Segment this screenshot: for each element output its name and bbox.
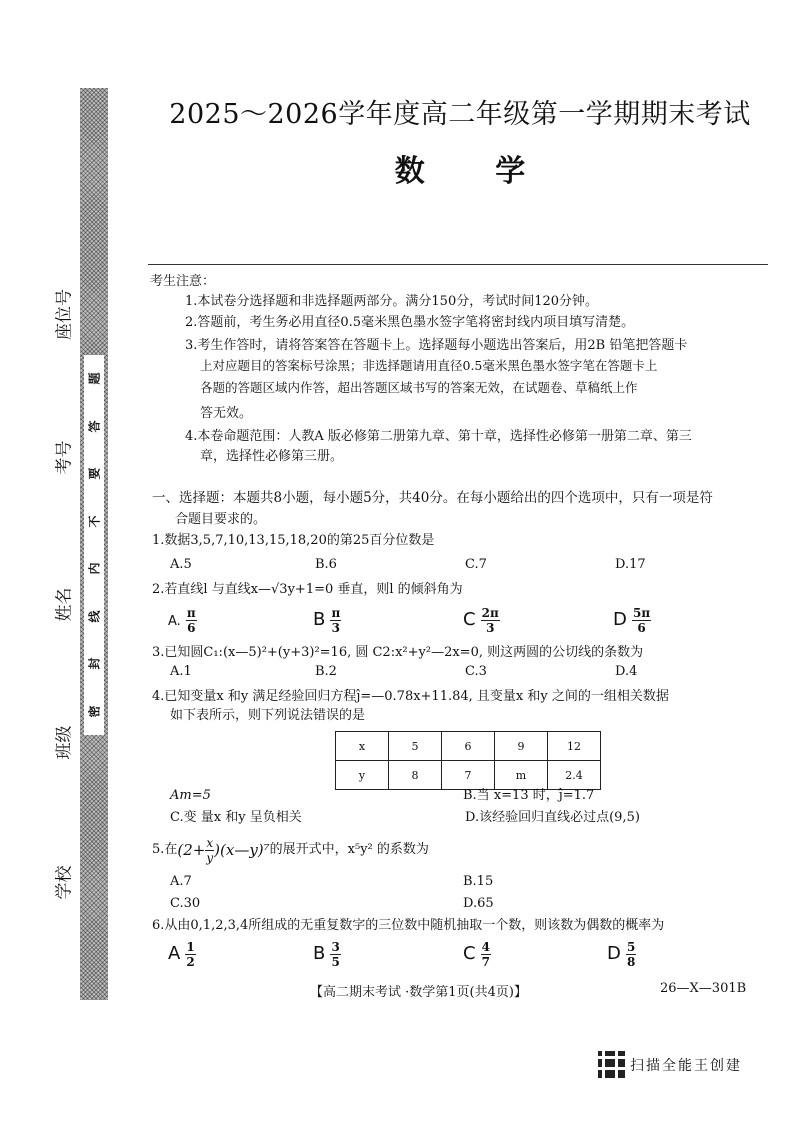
numerator: 2π (481, 606, 499, 620)
notice-item: 2.答题前，考生务必用直径0.5毫米黑色墨水签字笔将密封线内项目填写清楚。 (185, 315, 635, 330)
option-letter: C (463, 943, 476, 964)
table-cell: m (495, 761, 548, 790)
denominator: y (206, 850, 214, 865)
paper-code: 26—X—301B (660, 981, 747, 996)
numerator: x (206, 835, 214, 850)
denominator: 3 (486, 621, 495, 635)
notice-heading: 考生注意： (150, 274, 216, 289)
page-footer: 【高二期末考试 ·数学第1页(共4页)】 (310, 985, 527, 1000)
q3-option-d: D.4 (615, 664, 638, 679)
q6-option-d (607, 940, 636, 969)
exam-title: 2025～2026学年度高二年级第一学期期末考试 (169, 99, 751, 130)
option-letter: C (463, 609, 476, 630)
table-cell: 2.4 (548, 761, 601, 790)
denominator: 8 (626, 955, 636, 969)
option-letter: D (613, 609, 627, 630)
numerator: 3 (331, 940, 340, 954)
seal-char: 线 (87, 610, 102, 623)
seal-char: 密 (87, 705, 102, 718)
seal-char: 答 (87, 420, 102, 433)
option-letter: D (607, 943, 621, 964)
q1-option-d: D.17 (615, 557, 646, 572)
fraction (186, 606, 197, 635)
header-divider (148, 264, 768, 265)
table-cell: x (336, 732, 389, 761)
notice-item: 1.本试卷分选择题和非选择题两部分。满分150分，考试时间120分钟。 (185, 294, 599, 309)
table-cell: 9 (495, 732, 548, 761)
question-1-stem: 1.数据3,5,7,10,13,15,18,20的第25百分位数是 (152, 533, 435, 548)
q4-option-b: B.当 x=13 时，ĵ=1.7 (463, 788, 595, 803)
question-3-stem: 3.已知圆C₁:(x—5)²+(y+3)²=16, 圆 C2:x²+y²—2x=0, 则这两圆的公切线的条数为 (152, 645, 644, 660)
seal-char: 不 (87, 515, 102, 528)
seal-char: 题 (87, 372, 102, 385)
q5-expr-a: (2+ (177, 841, 206, 859)
data-table (335, 731, 601, 790)
exam-number-label: 考号 (54, 440, 75, 475)
table-row (336, 732, 601, 761)
question-2-stem: 2.若直线l 与直线x—√3y+1=0 垂直，则l 的倾斜角为 (152, 582, 463, 597)
q6-option-c (463, 940, 491, 969)
seat-number-label: 座位号 (54, 289, 75, 340)
denominator: 7 (481, 955, 491, 969)
denominator: 3 (331, 621, 341, 635)
numerator: 5 (626, 940, 636, 954)
q5-option-b: B.15 (463, 874, 494, 889)
table-cell: 5 (389, 732, 442, 761)
q4-option-d: D.该经验回归直线必过点(9,5) (465, 810, 640, 825)
table-cell: 6 (442, 732, 495, 761)
question-4-stem-cont: 如下表所示，则下列说法错误的是 (170, 708, 366, 723)
seal-char: 封 (87, 657, 102, 670)
q1-option-a: A.5 (170, 557, 192, 572)
table-cell: y (336, 761, 389, 790)
q1-option-c: C.7 (465, 557, 487, 572)
fraction (626, 940, 636, 969)
numerator: 5π (632, 606, 651, 620)
table-cell: 8 (389, 761, 442, 790)
seal-char: 要 (87, 467, 102, 480)
q6-option-b (313, 940, 341, 969)
numerator: π (331, 606, 341, 620)
q3-option-c: C.3 (465, 664, 487, 679)
question-6-stem: 6.从由0,1,2,3,4所组成的无重复数字的三位数中随机抽取一个数，则该数为偶数的概率为 (152, 918, 665, 933)
q5-option-d: D.65 (463, 896, 494, 911)
notice-item: 4.本卷命题范围：人教A 版必修第二册第九章、第十章，选择性必修第一册第二章、第三 (185, 429, 692, 444)
seal-line-notice (84, 355, 104, 735)
q2-option-d (613, 606, 651, 635)
subject-title: 数 学 (394, 154, 526, 189)
notice-item: 3.考生作答时，请将答案答在答题卡上。选择题每小题选出答案后，用2B 铅笔把答题卡 (185, 338, 688, 353)
fraction (330, 940, 340, 969)
seal-char: 内 (87, 562, 102, 575)
q5-prefix: 5.在 (152, 842, 178, 857)
qr-code-icon (595, 1048, 625, 1078)
q5-suffix: 的展开式中，x⁵y² 的系数为 (269, 842, 429, 857)
table-cell: 12 (548, 732, 601, 761)
question-4-stem: 4.已知变量x 和y 满足经验回归方程ĵ=—0.78x+11.84, 且变量x 和y 之间的一组相关数据 (152, 689, 669, 704)
question-5-stem (152, 835, 429, 865)
q3-option-b: B.2 (315, 664, 337, 679)
school-label: 学校 (54, 865, 75, 900)
fraction (185, 940, 195, 969)
numerator: 4 (481, 940, 491, 954)
section-heading-cont: 合题目要求的。 (175, 512, 267, 527)
denominator: 5 (331, 955, 340, 969)
q4-option-a: Am=5 (170, 788, 211, 803)
denominator: 6 (637, 621, 646, 635)
q2-option-b (313, 606, 341, 635)
option-letter: B (313, 943, 326, 964)
fraction (481, 606, 500, 635)
name-label: 姓名 (54, 587, 75, 622)
section-heading: 一、选择题：本题共8小题，每小题5分，共40分。在每小题给出的四个选项中，只有一项是符 (152, 490, 713, 506)
table-cell: 7 (442, 761, 495, 790)
q5-fraction (205, 836, 214, 865)
q2-option-c (463, 606, 500, 635)
option-letter: A (168, 943, 181, 964)
q6-option-a (168, 940, 196, 969)
q5-option-a: A.7 (170, 874, 192, 889)
q5-option-c: C.30 (170, 896, 201, 911)
fraction (330, 606, 341, 635)
fraction (481, 940, 491, 969)
option-letter: B (313, 609, 326, 630)
q4-option-c: C.变 量x 和y 呈负相关 (170, 810, 302, 825)
q3-option-a: A.1 (170, 664, 192, 679)
numerator: π (186, 606, 196, 620)
fraction (632, 606, 651, 635)
notice-item-cont: 各题的答题区域内作答，超出答题区域书写的答案无效，在试题卷、草稿纸上作 (200, 380, 638, 395)
q1-option-b: B.6 (315, 557, 337, 572)
option-letter: A. (168, 614, 181, 629)
notice-item-cont: 章，选择性必修第三册。 (200, 449, 344, 464)
q2-option-a (168, 606, 197, 635)
denominator: 6 (187, 621, 196, 635)
notice-item-cont: 答无效。 (200, 406, 253, 421)
scanner-watermark: 扫描全能王创建 (630, 1058, 742, 1074)
class-label: 班级 (54, 725, 75, 760)
numerator: 1 (186, 940, 195, 954)
notice-item-cont: 上对应题目的答案标号涂黑；非选择题请用直径0.5毫米黑色墨水签字笔在答题卡上 (200, 358, 658, 373)
denominator: 2 (186, 955, 195, 969)
q5-expr-b: )(x—y)⁷ (214, 841, 270, 859)
